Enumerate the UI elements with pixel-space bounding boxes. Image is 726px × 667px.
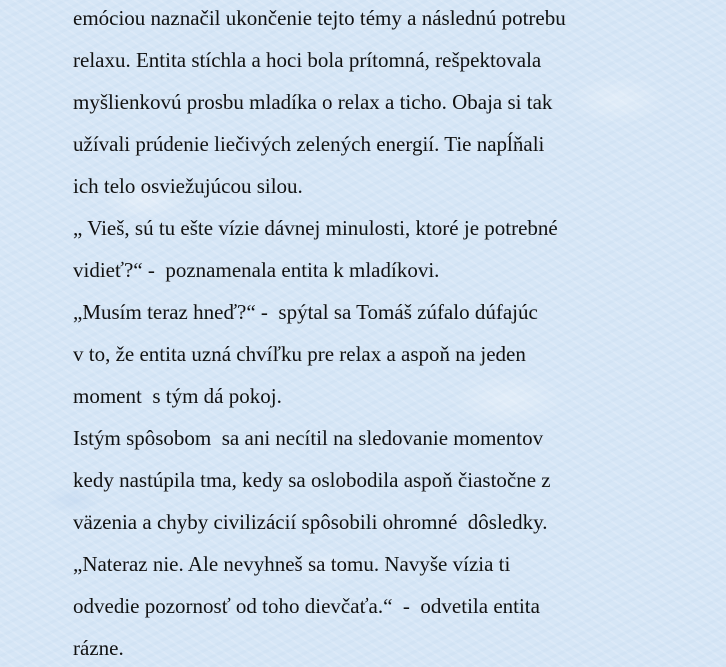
text-line: odvedie pozornosť od toho dievčaťa.“ - odvetila entita [73, 594, 540, 618]
text-line: kedy nastúpila tma, kedy sa oslobodila aspoň čiastočne z [73, 468, 551, 492]
text-line: vidieť?“ - poznamenala entita k mladíkovi. [73, 258, 440, 282]
text-line: väzenia a chyby civilizácií spôsobili ohromné dôsledky. [73, 510, 548, 534]
text-line: „Nateraz nie. Ale nevyhneš sa tomu. Navyše vízia ti [73, 552, 511, 576]
text-line: Istým spôsobom sa ani necítil na sledovanie momentov [73, 426, 544, 450]
text-line: ich telo osviežujúcou silou. [73, 174, 303, 198]
text-line: užívali prúdenie liečivých zelených energií. Tie napĺňali [73, 132, 545, 156]
text-line: myšlienkovú prosbu mladíka o relax a ticho. Obaja si tak [73, 90, 553, 114]
text-line: emóciou naznačil ukončenie tejto témy a následnú potrebu [73, 6, 566, 30]
text-line: rázne. [73, 636, 124, 660]
text-line: moment s tým dá pokoj. [73, 384, 282, 408]
text-line: „ Vieš, sú tu ešte vízie dávnej minulosti, ktoré je potrebné [73, 216, 558, 240]
text-line: v to, že entita uzná chvíľku pre relax a aspoň na jeden [73, 342, 526, 366]
text-line: relaxu. Entita stíchla a hoci bola prítomná, rešpektovala [73, 48, 542, 72]
text-line: „Musím teraz hneď?“ - spýtal sa Tomáš zúfalo dúfajúc [73, 300, 538, 324]
